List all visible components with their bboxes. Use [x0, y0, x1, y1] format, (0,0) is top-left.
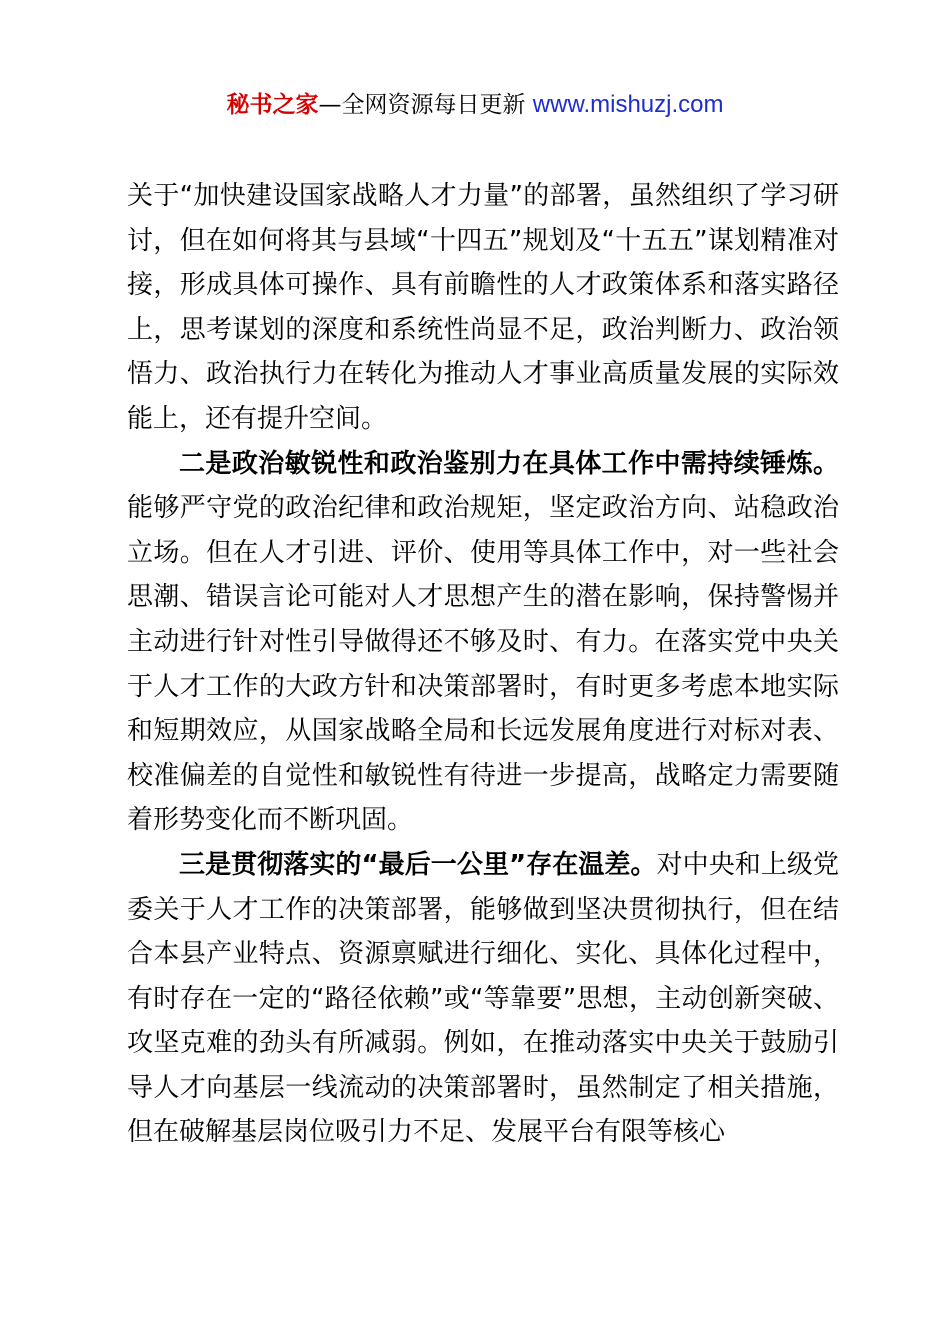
brand-name: 秘书之家 — [226, 92, 319, 118]
paragraph-lead: 三是贯彻落实的“最后一公里”存在温差。 — [179, 849, 657, 880]
paragraph-text: 对中央和上级党委关于人才工作的决策部署，能够做到坚决贯彻执行，但在结合本县产业特点、资源禀赋进行细化、实化、具体化过程中，有时存在一定的“路径依赖”或“等靠要”思想，主动创新突破、攻坚克难的劲头有所减弱。例如，在推动落实中央关于鼓励引导人才向基层一线流动的决策部署时，虽然制定了相关措施，但在破解基层岗位吸引力不足、发展平台有限等核心 — [127, 849, 839, 1148]
paragraph-text: 关于“加快建设国家战略人才力量”的部署，虽然组织了学习研讨，但在如何将其与县域“十四五”规划及“十五五”谋划精准对接，形成具体可操作、具有前瞻性的人才政策体系和落实路径上，思考谋划的深度和系统性尚显不足，政治判断力、政治领悟力、政治执行力在转化为推动人才事业高质量发展的实际效能上，还有提升空间。 — [127, 181, 839, 434]
site-url-link[interactable]: www.mishuzj.com — [532, 91, 724, 118]
paragraph-lead: 二是政治敏锐性和政治鉴别力在具体工作中需持续锤炼。 — [179, 448, 839, 479]
page-header — [0, 88, 950, 122]
document-body — [127, 174, 839, 1155]
header-tagline: —全网资源每日更新 — [318, 92, 533, 118]
paragraph-continuation — [127, 174, 839, 442]
paragraph-point-two — [127, 442, 839, 843]
paragraph-point-three — [127, 843, 839, 1155]
paragraph-text: 能够严守党的政治纪律和政治规矩，坚定政治方向、站稳政治立场。但在人才引进、评价、使用等具体工作中，对一些社会思潮、错误言论可能对人才思想产生的潜在影响，保持警惕并主动进行针对性引导做得还不够及时、有力。在落实党中央关于人才工作的大政方针和决策部署时，有时更多考虑本地实际和短期效应，从国家战略全局和长远发展角度进行对标对表、校准偏差的自觉性和敏锐性有待进一步提高，战略定力需要随着形势变化而不断巩固。 — [127, 493, 839, 836]
